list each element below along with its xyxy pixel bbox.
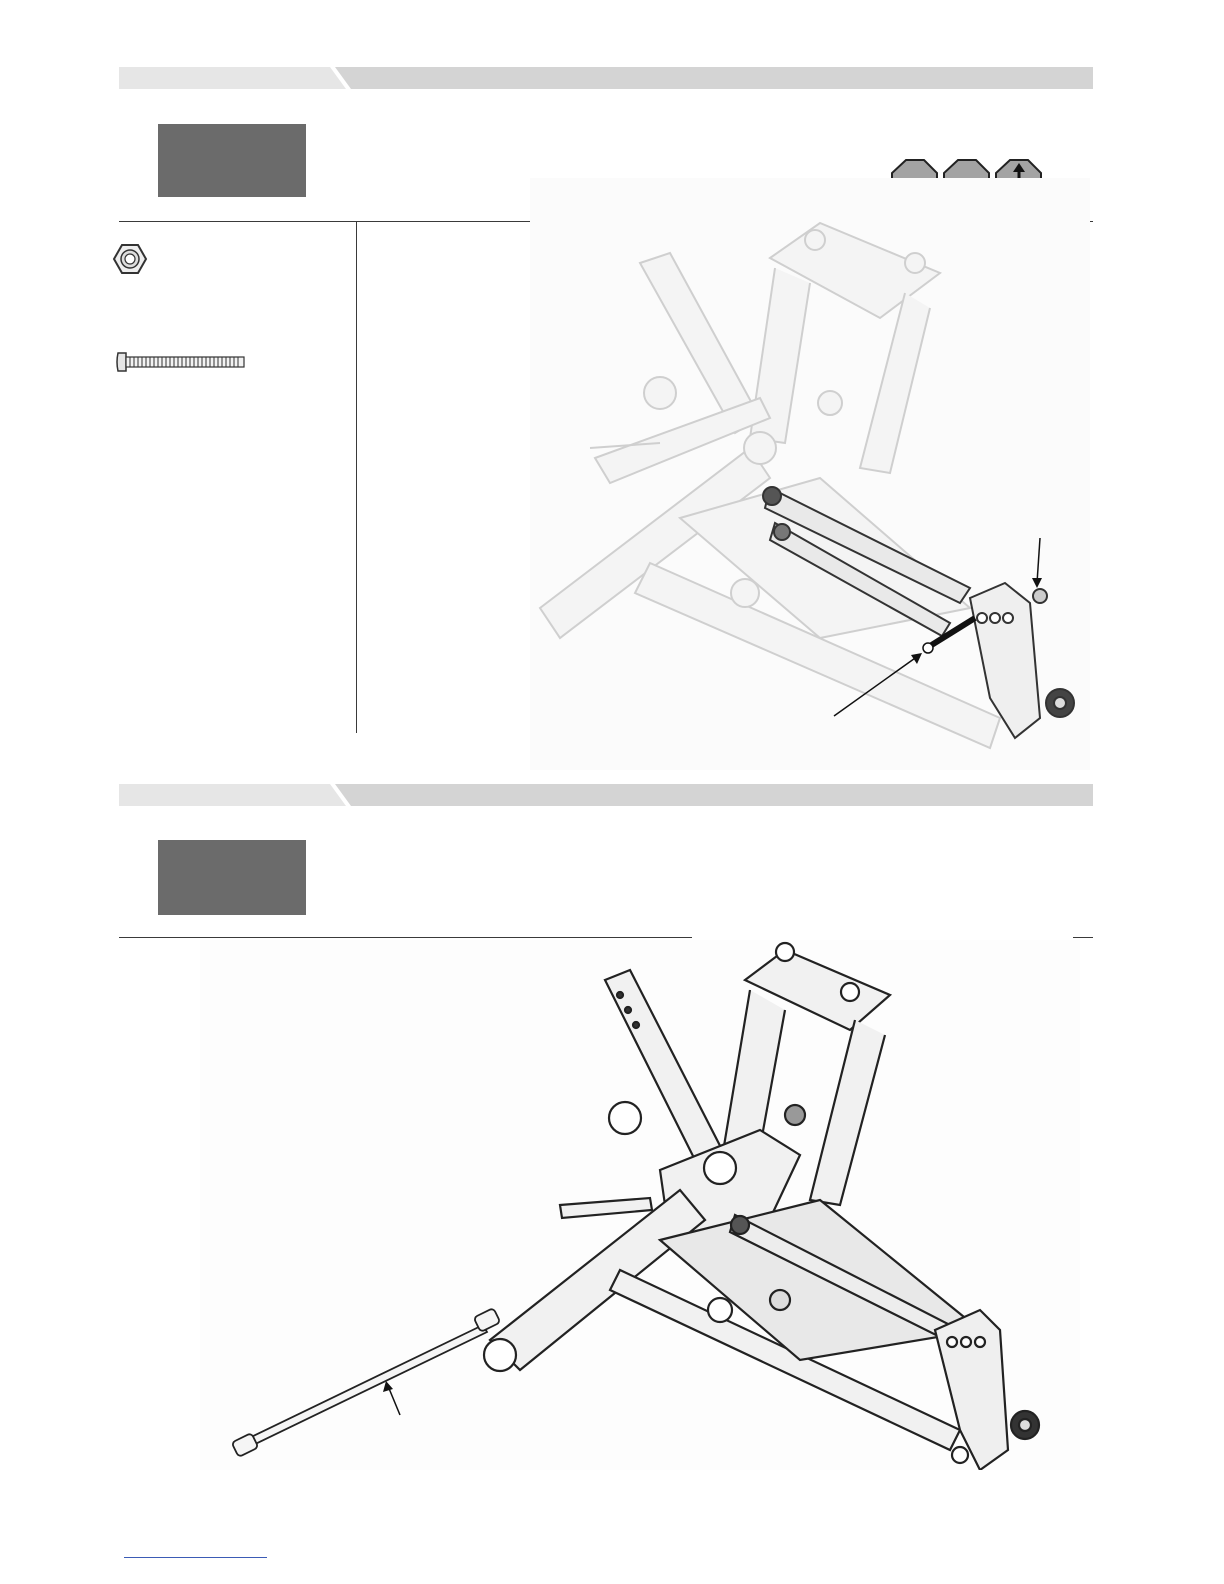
section-2-rule-right [1073,937,1093,938]
parts-panel-divider [356,221,357,733]
rear-assembly-illustration-2 [200,940,1080,1470]
lock-nut-icon [110,242,154,276]
step-number-box-2 [158,840,306,915]
rear-assembly-illustration-1 [520,178,1092,770]
section-1-header-bar [119,67,1093,89]
footer-link-underline[interactable] [124,1557,267,1558]
section-2-rule-left [119,937,692,938]
button-head-screw-icon [116,349,248,375]
step-number-box-1 [158,124,306,197]
section-2-header-bar [119,784,1093,806]
